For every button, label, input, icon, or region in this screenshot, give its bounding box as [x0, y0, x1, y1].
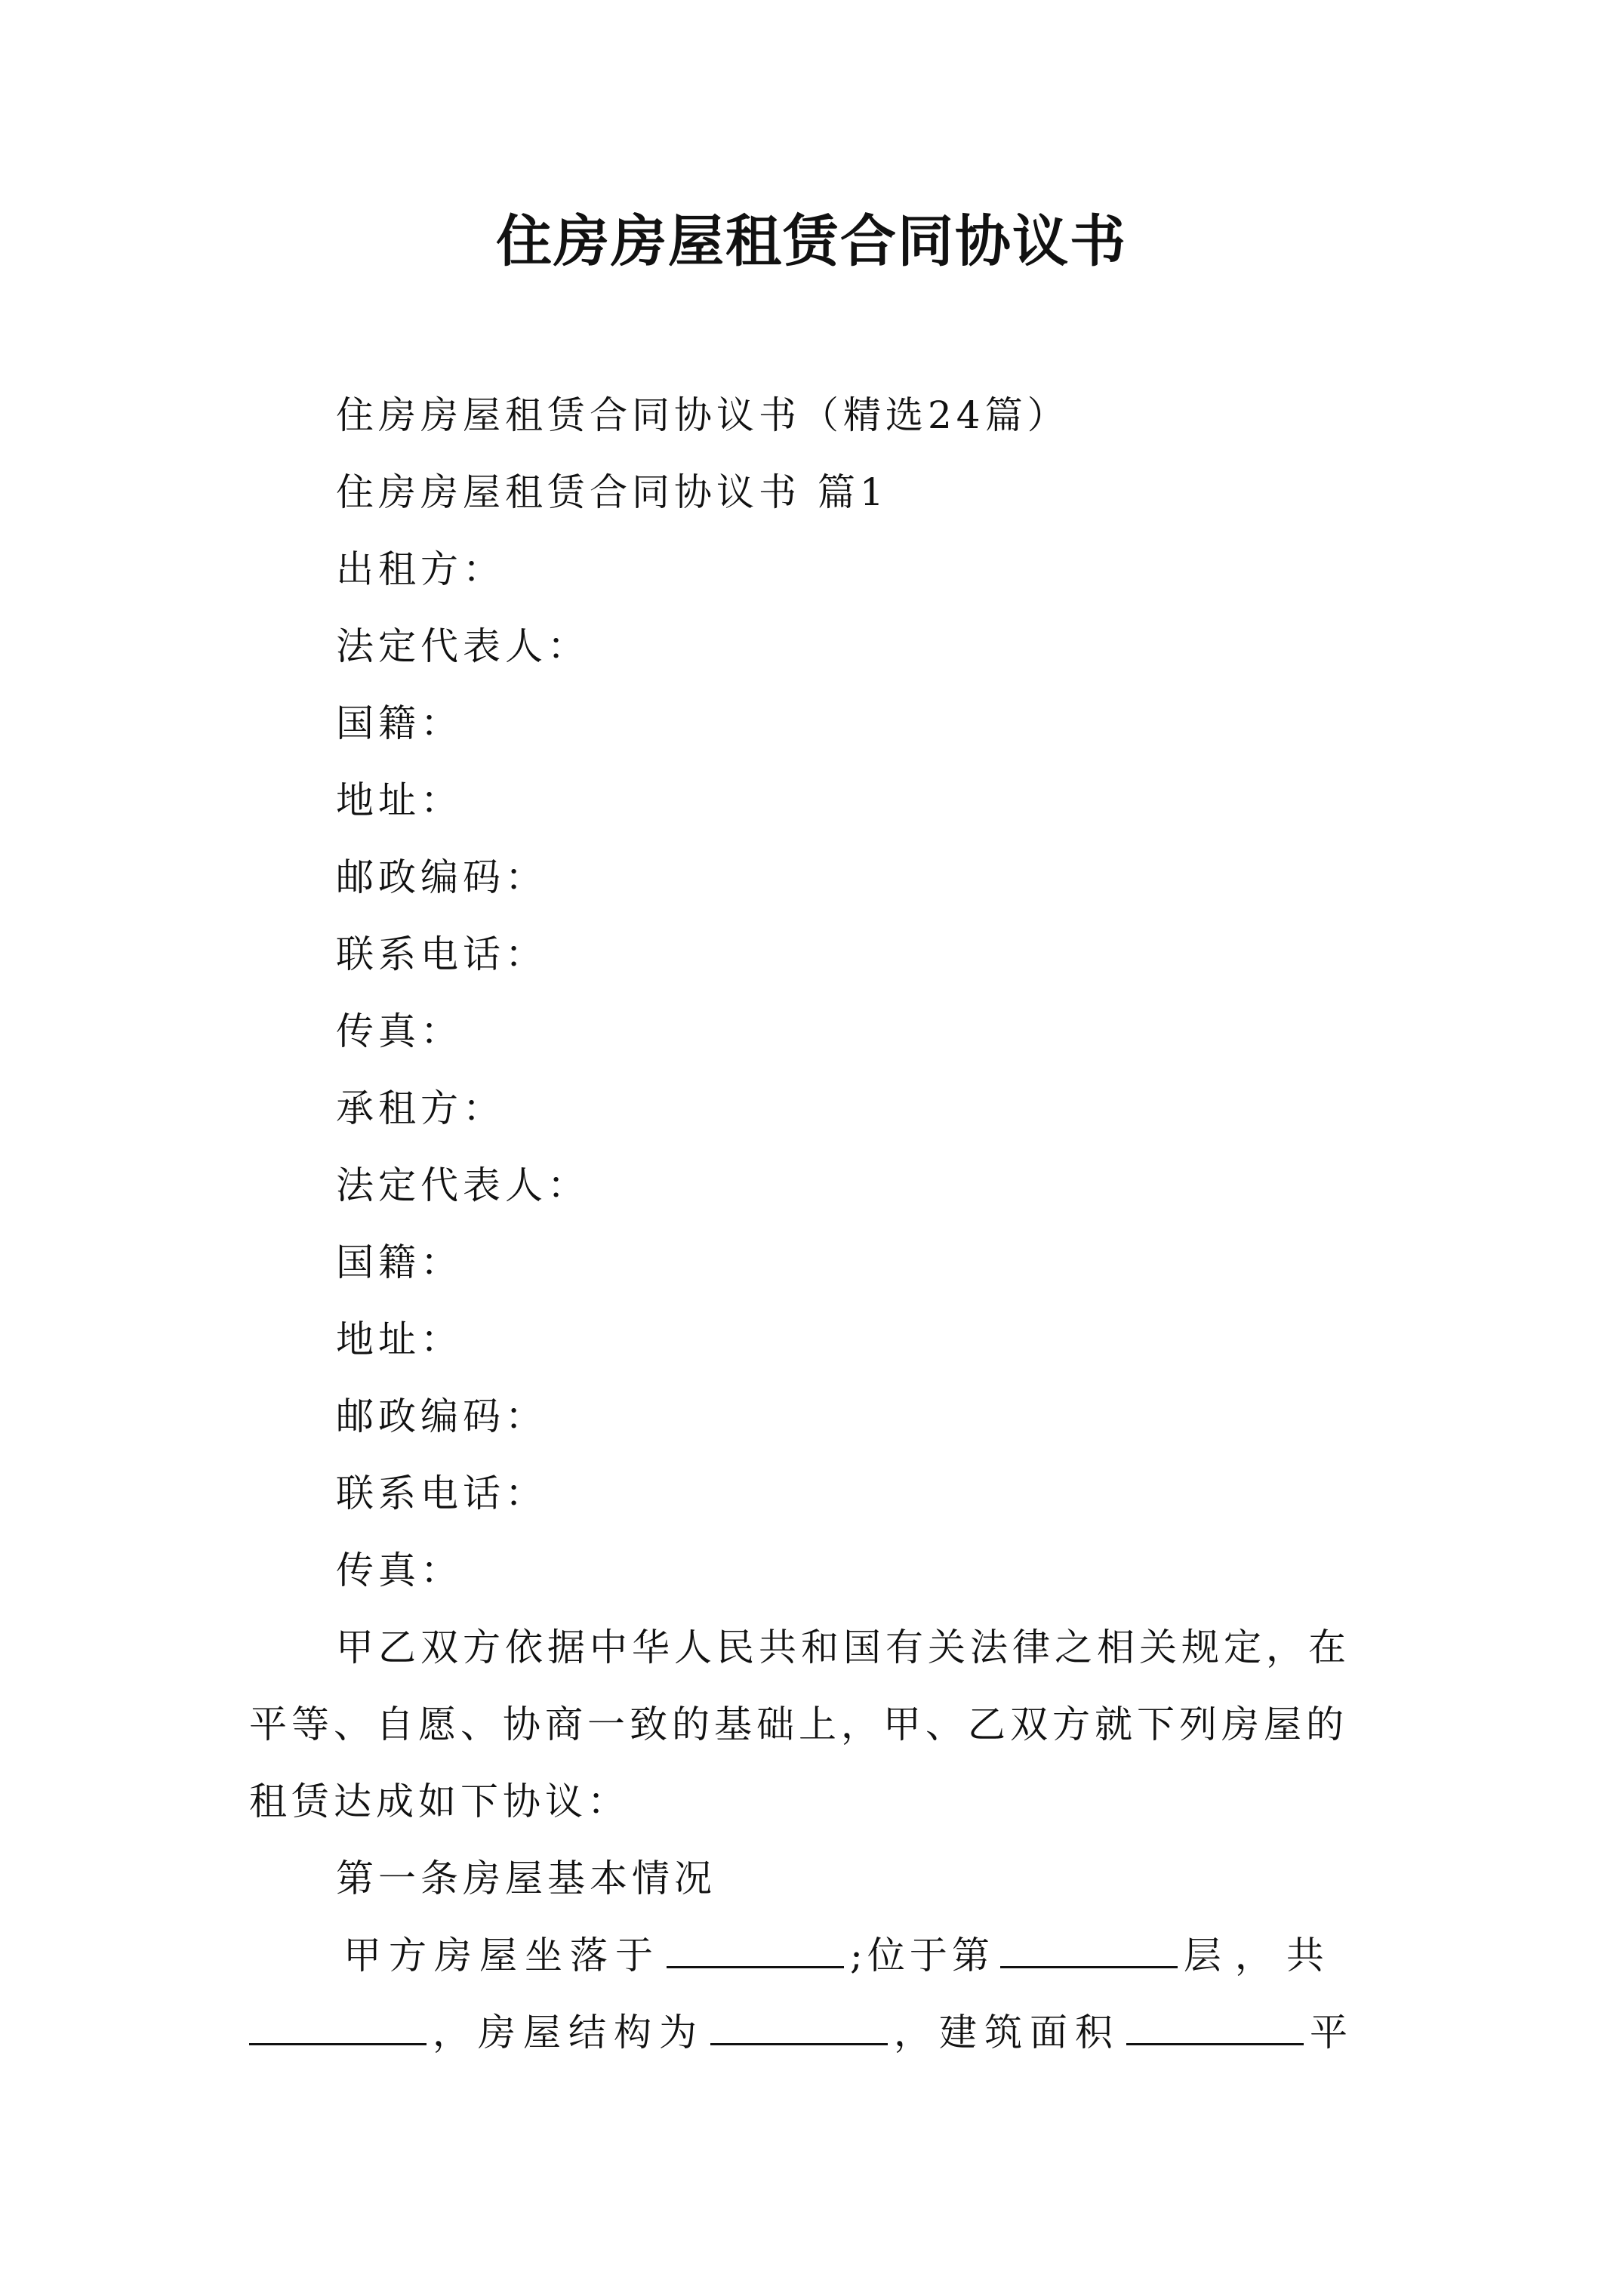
lessee-field: 联系电话：	[336, 1472, 547, 1515]
lessor-field: 邮政编码：	[336, 855, 547, 899]
article-line	[343, 1929, 1338, 1982]
lessor-field: 国籍：	[336, 701, 463, 745]
lessor-field: 出租方：	[336, 547, 505, 591]
document-title: 住房房屋租赁合同协议书	[496, 209, 1127, 274]
document-subtitle: 住房房屋租赁合同协议书（精选24篇）	[336, 393, 1070, 437]
lessor-field: 传真：	[336, 1009, 463, 1053]
fill-blank[interactable]	[667, 1931, 844, 1968]
article-heading: 第一条房屋基本情况	[336, 1857, 716, 1900]
article-text: ，房屋结构为	[433, 2011, 704, 2054]
lessee-field: 法定代表人：	[336, 1163, 590, 1207]
lessee-field: 地址：	[336, 1318, 463, 1361]
intro-paragraph-line: 甲乙双方依据中华人民共和国有关法律之相关规定，在	[336, 1626, 1350, 1669]
lessor-field: 地址：	[336, 778, 463, 822]
fill-blank[interactable]	[249, 2008, 427, 2045]
article-text: ;位于第	[850, 1934, 994, 1977]
intro-paragraph-line: 租赁达成如下协议：	[249, 1780, 630, 1823]
fill-blank[interactable]	[710, 2008, 888, 2045]
lessor-field: 联系电话：	[336, 932, 547, 976]
article-text: 层，共	[1183, 1934, 1338, 1977]
intro-paragraph-line: 平等、自愿、协商一致的基础上，甲、乙双方就下列房屋的	[249, 1703, 1348, 1746]
lessor-field: 法定代表人：	[336, 624, 590, 668]
section-heading: 住房房屋租赁合同协议书 篇1	[336, 470, 888, 514]
article-text: 平	[1310, 2011, 1347, 2054]
lessee-field: 邮政编码：	[336, 1395, 547, 1438]
article-text: 甲方房屋坐落于	[343, 1934, 661, 1977]
lessee-field: 国籍：	[336, 1240, 463, 1284]
fill-blank[interactable]	[1000, 1931, 1178, 1968]
lessee-field: 传真：	[336, 1549, 463, 1592]
lessee-field: 承租方：	[336, 1086, 505, 1130]
article-text: ，建筑面积	[894, 2011, 1120, 2054]
article-line	[249, 2006, 1347, 2059]
fill-blank[interactable]	[1126, 2008, 1304, 2045]
